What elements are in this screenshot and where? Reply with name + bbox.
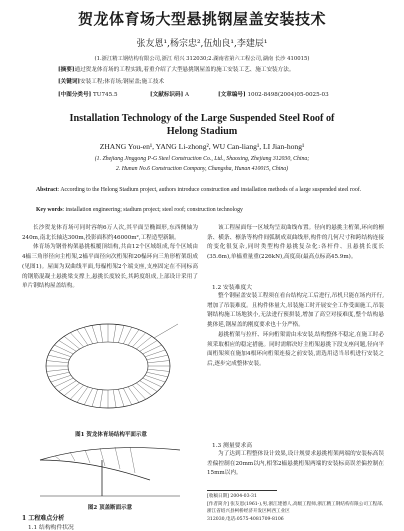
truss-web	[55, 447, 135, 473]
radial-truss-line	[143, 345, 162, 354]
radial-truss-line	[143, 378, 162, 387]
figure-1-caption: 图1 贺龙体育场结构平面示意	[75, 432, 147, 438]
abstract-text-cn: 通过贺龙体育场的工程实践,着重介绍了大型悬挑钢屋盖的施工安装工艺、施工安装方法。	[74, 67, 295, 73]
inner-ellipse	[68, 342, 148, 390]
articleno-value: 1002-8498(2004)05-0025-03	[247, 92, 329, 98]
radial-truss-line	[77, 330, 88, 346]
chinese-affiliation: (1.浙江精工钢结构有限公司,浙江 绍兴 312030;2.湖南省第六工程公司,湖南 长沙 410015)	[94, 56, 310, 62]
english-title	[0, 112, 404, 138]
chinese-abstract	[58, 66, 358, 75]
radial-truss-line	[51, 350, 71, 357]
stadium-plan-figure	[36, 318, 186, 428]
english-title-line1: Installation Technology of the Large Suspended Steel Roof of	[69, 113, 335, 124]
footnote-divider	[207, 490, 277, 491]
radial-truss-line	[118, 389, 124, 406]
english-keywords	[36, 206, 368, 215]
radial-truss-line	[54, 378, 73, 387]
radial-truss-line	[47, 369, 69, 371]
radial-truss-line	[59, 340, 76, 351]
keywords-text-en: : installation engineering; stadium project; steel roof; construction technology	[62, 207, 243, 213]
footnote-author: [作者简介] 张友恩(1961-),男,浙江建德人,高级工程师,浙江精工钢结构有限公司工程部,浙江省绍兴县柯桥经济开发区柯西工业区	[207, 501, 384, 514]
keywords-label-en: Key words	[36, 207, 63, 213]
english-title-line2: Helong Stadium	[166, 126, 238, 137]
body-paragraph: 长沙贺龙体育场可同时容纳6万人次,其平面呈椭圆形,东西侧轴为240m,南北长轴达300m,投影面积约46000m²,工程造型新颖。	[22, 225, 198, 241]
radial-truss-line	[147, 355, 168, 360]
radial-truss-line	[145, 375, 165, 382]
keywords-text-cn: 安装工程;体育场;钢屋盖;施工技术	[80, 79, 165, 85]
radial-truss-line	[64, 383, 80, 396]
radial-truss-line	[128, 387, 139, 403]
right-column-part2	[207, 292, 384, 370]
english-abstract	[36, 186, 368, 195]
english-affiliation-1: (1. Zhejiang Jinggong P-G Steel Construction Co., Ltd., Shaoxing, Zhejiang 312030, China;	[94, 156, 310, 162]
doccode-value: A	[185, 92, 190, 98]
body-paragraph: 为了达到工程整体设计效果,设计规要求悬挑桁架两端的安装标高误差偏控制在20mm以内,相邻2榀悬挑桁架两端的安装标高误差偏控制在15mm以内。	[207, 451, 384, 477]
radial-truss-line	[92, 389, 98, 406]
roof-bottom-chord	[40, 460, 150, 480]
radial-truss-line	[132, 385, 145, 399]
section-1-title: 1 工程难点分析	[22, 515, 65, 522]
articleno-label: [文章编号]	[218, 92, 246, 98]
doccode-label: [文献标识码]	[150, 92, 184, 98]
radial-truss-line	[118, 325, 124, 342]
body-paragraph: 该工程屋面每一区域均呈双曲线布置。径向的悬挑主桁架,环向的檩条、横条、檩条等构件间弧制成双曲线形,构件的几何尺寸和跨结构连接的变化很复杂,同时类型构件悬挑复杂化:各杆件、且悬挑长度长(35.6m),单榀重量重(226kN),高度高(最高点标高45.9m)。	[207, 225, 384, 261]
figure-2-caption: 图2 顶盖断面示意	[87, 505, 133, 511]
radial-truss-line	[100, 324, 103, 342]
clc-value: TU745.5	[93, 92, 118, 98]
keywords-label-cn: [关键词]	[58, 79, 81, 85]
radial-truss-line	[132, 333, 145, 347]
radial-truss-line	[136, 336, 152, 349]
footnote-received: [收稿日期] 2004-03-31	[207, 494, 257, 499]
abstract-label-cn: [摘要]	[58, 67, 75, 73]
section-1-2-title: 1.2 安装难度大	[212, 285, 253, 291]
radial-truss-line	[140, 381, 157, 392]
radial-truss-line	[64, 336, 80, 349]
radial-truss-line	[47, 361, 69, 363]
english-affiliation-2: 2. Hunan No.6 Construction Company, Changsha, Hunan 410015, China)	[115, 166, 289, 172]
chinese-keywords	[58, 78, 358, 87]
radial-truss-line	[84, 327, 92, 344]
radial-truss-line	[148, 369, 170, 371]
abstract-label-en: Abstract	[36, 187, 58, 193]
radial-truss-line	[113, 390, 116, 408]
section-1-3-title: 1.3 测量要求高	[212, 443, 253, 449]
abstract-text-en: : According to the Helong Stadium project, authors introduce construction and installation methods of a large suspended steel roof.	[57, 187, 362, 193]
english-authors: ZHANG You-en¹, YANG Li-zhong², WU Can-liang¹, LI Jian-hong¹	[99, 142, 305, 151]
radial-truss-line	[48, 355, 69, 360]
radial-truss-line	[148, 361, 170, 363]
chinese-title: 贺龙体育场大型悬挑钢屋盖安装技术	[77, 10, 326, 28]
radial-truss-line	[136, 383, 152, 396]
chinese-authors: 张友恩¹,杨宗忠²,伍灿良¹,李建辰¹	[136, 39, 268, 49]
radial-truss-line	[70, 333, 83, 347]
left-column	[22, 224, 198, 292]
radial-truss-line	[92, 325, 98, 342]
footnote-postcode: 312030,电话:0575-4081709-8106	[207, 516, 284, 522]
radial-truss-line	[70, 385, 83, 399]
radial-truss-line	[51, 375, 71, 382]
radial-truss-line	[147, 372, 168, 377]
radial-truss-line	[113, 324, 116, 342]
radial-truss-line	[128, 330, 139, 346]
radial-truss-line	[123, 388, 131, 405]
radial-truss-line	[100, 390, 103, 408]
radial-truss-line	[140, 340, 157, 351]
radial-truss-line	[48, 372, 69, 377]
right-column	[207, 224, 384, 263]
section-1-1-title: 1.1 结构构件状况	[28, 525, 74, 531]
radial-truss-line	[77, 387, 88, 403]
radial-truss-line	[145, 350, 165, 357]
clc-label: [中图分类号]	[58, 92, 92, 98]
body-paragraph: 整个钢屋盖安装工程须在看台结构完工后进行,吊机只能在场内开行,增加了吊装难度。且构件体量大,吊装施工时开展安全工作受面施工,吊装钢结构施工场地狭小,无法进行预拼装,增加了高空对接难度,整个结构悬挑体延,钢屋盖的刚度要求也十分严格。	[207, 293, 384, 329]
radial-truss-line	[59, 381, 76, 392]
body-paragraph: 体育场为钢骨构架悬挑板覆顶结构,共由12个区域组成,每个区域由4榀三角形径向主桁架,2榀平面径向次桁架和20榀环向三角形桁架组成(见图1)。屋面为双曲线平面,每榀桁架2个端支座,支座固定在不同标高的钢筋混凝土悬挑梁支撑上,悬挑长度较长,其跨度组成,上部设计采用了单片钢结构屋盖结构。	[22, 244, 198, 290]
leader-line	[154, 324, 178, 338]
roof-top-chord	[40, 448, 180, 460]
roof-section-figure	[30, 440, 190, 502]
right-column-part3	[207, 450, 384, 479]
radial-truss-line	[54, 345, 73, 354]
body-paragraph: 悬挑桁架与拉杆、环向桁架需由未安装,结构整体不稳定,在施工时必须采取相应的稳定措施。同时需解决好主桁架悬挑下段支座问题,径向平面桁架须在施加4根环向桁架连接之前安装,需选用适当吊机进行安装之后,逐步完成整体安装。	[207, 331, 384, 367]
radial-truss-line	[123, 327, 131, 344]
footnote	[207, 493, 384, 523]
radial-trusses	[46, 324, 170, 408]
radial-truss-line	[84, 388, 92, 405]
